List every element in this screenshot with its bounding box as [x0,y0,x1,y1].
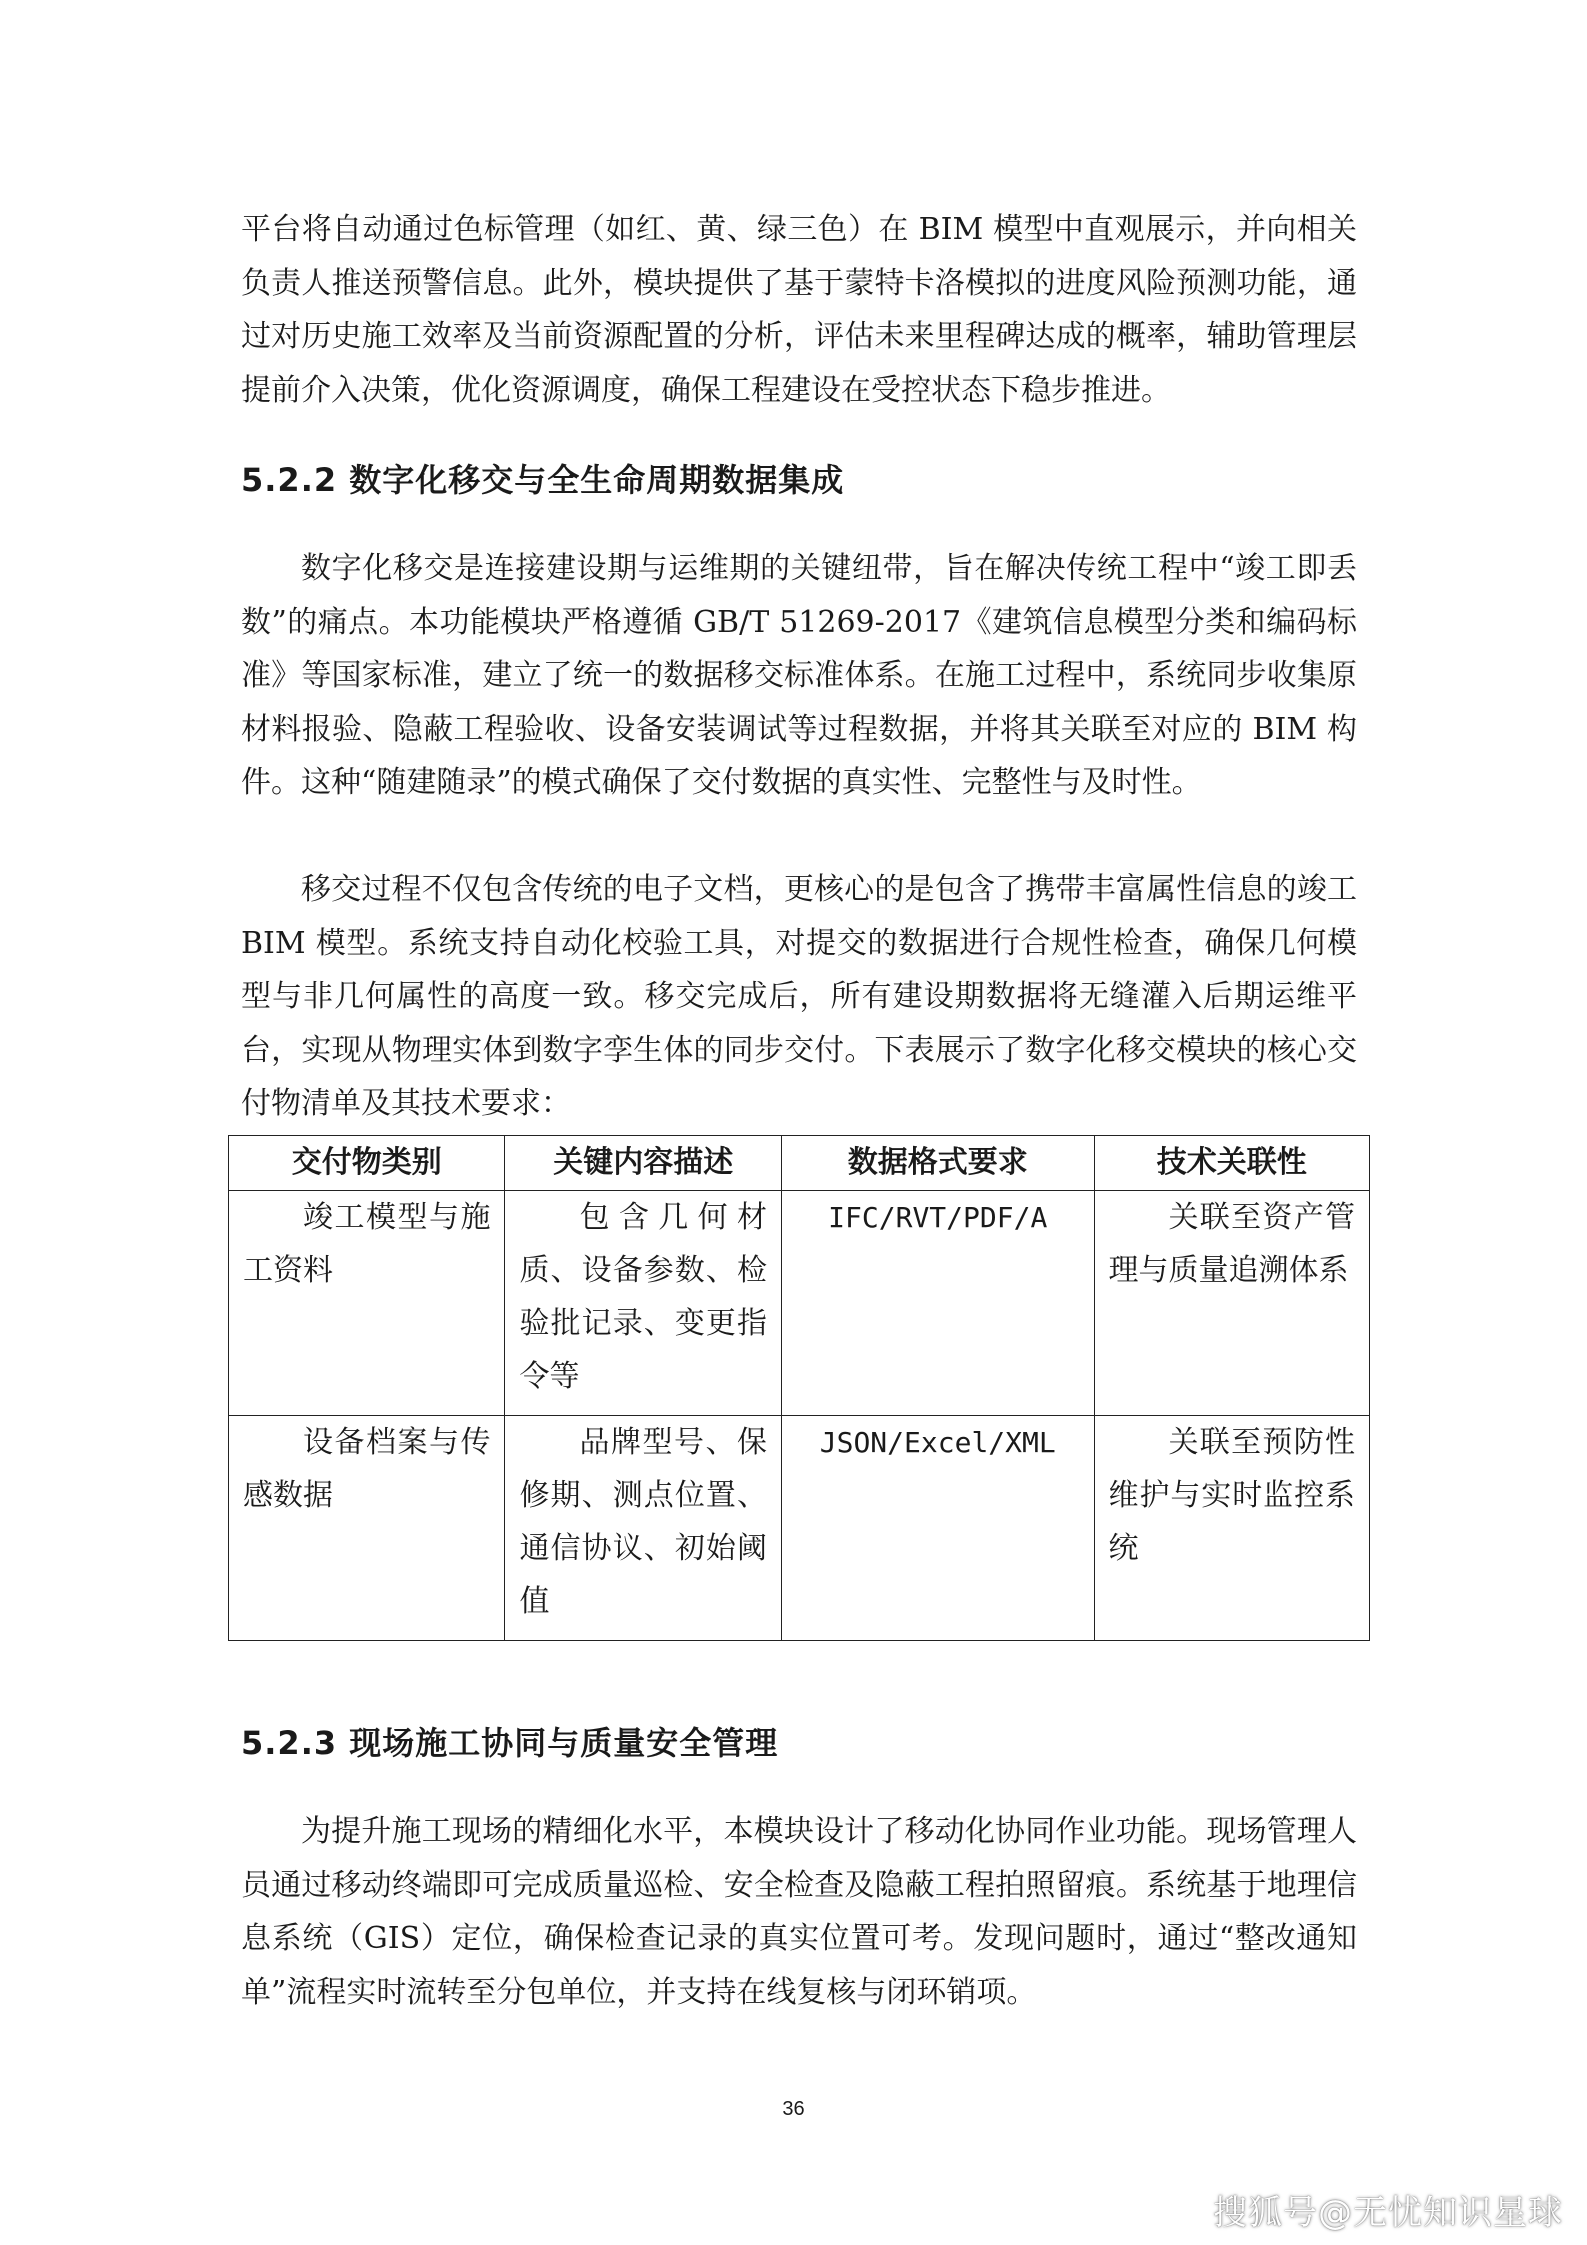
section-heading-5-2-3: 5.2.3 现场施工协同与质量安全管理 [241,1724,779,1762]
table-row [229,1191,1370,1416]
watermark: 搜狐号@无忧知识星球 [1213,2193,1563,2233]
paragraph-5-2-3-1: 为提升施工现场的精细化水平，本模块设计了移动化协同作业功能。现场管理人员通过移动终端即可完成质量巡检、安全检查及隐蔽工程拍照留痕。系统基于地理信息系统（GIS）定位，确保检查记录的真实位置可考。发现问题时，通过“整改通知单”流程实时流转至分包单位，并支持在线复核与闭环销项。 [241,1814,1357,2010]
table-cell [781,1191,1094,1416]
table-cell [1094,1416,1369,1641]
table-cell [505,1416,781,1641]
paragraph-5-2-2-1: 数字化移交是连接建设期与运维期的关键纽带，旨在解决传统工程中“竣工即丢数”的痛点。本功能模块严格遵循 GB/T 51269-2017《建筑信息模型分类和编码标准》等国家标准，建立了统一的数据移交标准体系。在施工过程中，系统同步收集原材料报验、隐蔽工程验收、设备安装调试等过程数据，并将其关联至对应的 BIM 构件。这种“随建随录”的模式确保了交付数据的真实性、完整性与及时性。 [241,551,1357,800]
cell-text: 竣工模型与施工资料 [243,1200,491,1288]
table-row [229,1416,1370,1641]
cell-text: 关联至资产管理与质量追溯体系 [1108,1200,1355,1288]
table-cell [781,1416,1094,1641]
table-cell [229,1416,505,1641]
table-cell [1094,1191,1369,1416]
paragraph-5-2-2-2: 移交过程不仅包含传统的电子文档，更核心的是包含了携带丰富属性信息的竣工 BIM 模型。系统支持自动化校验工具，对提交的数据进行合规性检查，确保几何模型与非几何属性的高度一致。移交完成后，所有建设期数据将无缝灌入后期运维平台，实现从物理实体到数字孪生体的同步交付。下表展示了数字化移交模块的核心交付物清单及其技术要求： [241,872,1357,1121]
cell-text: 包含几何材质、设备参数、检验批记录、变更指令等 [519,1200,767,1394]
intro-paragraph: 平台将自动通过色标管理（如红、黄、绿三色）在 BIM 模型中直观展示，并向相关负责人推送预警信息。此外，模块提供了基于蒙特卡洛模拟的进度风险预测功能，通过对历史施工效率及当前资源配置的分析，评估未来里程碑达成的概率，辅助管理层提前介入决策，优化资源调度，确保工程建设在受控状态下稳步推进。 [241,212,1357,408]
table-cell [229,1191,505,1416]
table-header-cell: 数据格式要求 [781,1136,1094,1191]
cell-text: JSON/Excel/XML [819,1426,1056,1459]
table-header-cell: 交付物类别 [229,1136,505,1191]
table-header-cell: 关键内容描述 [505,1136,781,1191]
table-header-cell: 技术关联性 [1094,1136,1369,1191]
page-number: 36 [782,2098,805,2120]
cell-text: 设备档案与传感数据 [243,1425,491,1513]
deliverables-table [228,1135,1370,1641]
cell-text: IFC/RVT/PDF/A [828,1201,1048,1234]
cell-text: 品牌型号、保修期、测点位置、通信协议、初始阈值 [519,1425,767,1619]
cell-text: 关联至预防性维护与实时监控系统 [1108,1425,1355,1566]
section-heading-5-2-2: 5.2.2 数字化移交与全生命周期数据集成 [241,461,845,499]
table-header-row [229,1136,1370,1191]
table-cell [505,1191,781,1416]
